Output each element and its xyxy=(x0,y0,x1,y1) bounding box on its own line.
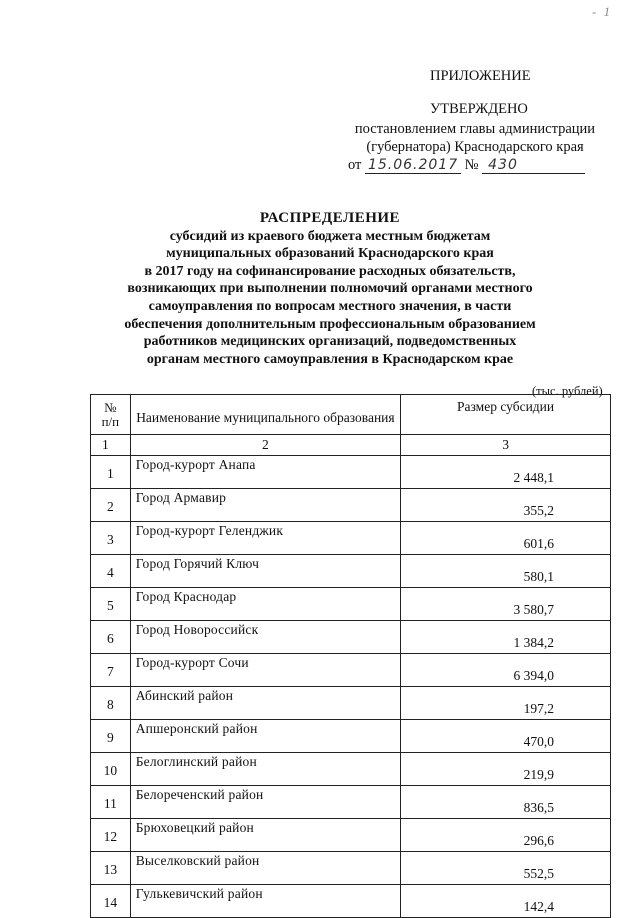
row-number-cell: 5 xyxy=(91,588,131,621)
table-header-row xyxy=(91,395,611,435)
title-line: органам местного самоуправления в Краснодарском крае xyxy=(146,351,514,367)
approved-label: УТВЕРЖДЕНО xyxy=(430,101,528,117)
document-title: РАСПРЕДЕЛЕНИЕ xyxy=(259,210,401,226)
table-row xyxy=(91,819,611,852)
table-row xyxy=(91,885,611,918)
row-number-cell: 4 xyxy=(91,555,131,588)
municipality-name-cell: Город Горячий Ключ xyxy=(130,555,400,588)
subsidy-amount-cell: 836,5 xyxy=(401,786,611,819)
approval-date-line xyxy=(348,157,585,174)
approval-statement xyxy=(345,120,605,156)
subsidy-amount-cell: 219,9 xyxy=(401,753,611,786)
municipality-name-cell: Выселковский район xyxy=(130,852,400,885)
table-row xyxy=(91,654,611,687)
row-number-cell: 8 xyxy=(91,687,131,720)
subsidy-amount-cell: 6 394,0 xyxy=(401,654,611,687)
page-corner-mark: - 1 xyxy=(592,4,613,19)
subsidy-amount-cell: 3 580,7 xyxy=(401,588,611,621)
municipality-name-cell: Город Краснодар xyxy=(130,588,400,621)
table-row xyxy=(91,489,611,522)
header-num-cell xyxy=(91,395,131,435)
header-num-symbol: № xyxy=(104,399,117,415)
document-title-block xyxy=(120,210,540,368)
municipality-name-cell: Город Новороссийск xyxy=(130,621,400,654)
municipality-name-cell: Город-курорт Геленджик xyxy=(130,522,400,555)
subsidy-amount-cell: 355,2 xyxy=(401,489,611,522)
title-line: обеспечения дополнительным профессиональным образованием xyxy=(124,316,536,332)
handwritten-number: 430 xyxy=(482,157,585,174)
row-number-cell: 3 xyxy=(91,522,131,555)
table-row xyxy=(91,522,611,555)
table-index-row xyxy=(91,435,611,456)
row-number-cell: 13 xyxy=(91,852,131,885)
title-line: в 2017 году на софинансирование расходных обязательств, xyxy=(144,263,516,279)
table-row xyxy=(91,588,611,621)
title-line: работников медицинских организаций, подведомственных xyxy=(143,334,517,350)
municipality-name-cell: Апшеронский район xyxy=(130,720,400,753)
number-prefix: № xyxy=(464,157,479,173)
index-cell: 1 xyxy=(91,435,131,456)
municipality-name-cell: Город-курорт Сочи xyxy=(130,654,400,687)
row-number-cell: 7 xyxy=(91,654,131,687)
table-row xyxy=(91,687,611,720)
subsidy-amount-cell: 1 384,2 xyxy=(401,621,611,654)
table-row xyxy=(91,720,611,753)
date-prefix: от xyxy=(348,157,362,173)
row-number-cell: 14 xyxy=(91,885,131,918)
table-row xyxy=(91,852,611,885)
row-number-cell: 11 xyxy=(91,786,131,819)
subsidy-amount-cell: 552,5 xyxy=(401,852,611,885)
title-line: муниципальных образований Краснодарского края xyxy=(166,246,494,262)
subsidy-amount-cell: 197,2 xyxy=(401,687,611,720)
row-number-cell: 6 xyxy=(91,621,131,654)
header-name-cell: Наименование муниципального образования xyxy=(130,395,400,435)
municipality-name-cell: Брюховецкий район xyxy=(130,819,400,852)
subsidy-amount-cell: 470,0 xyxy=(401,720,611,753)
row-number-cell: 9 xyxy=(91,720,131,753)
table-row xyxy=(91,456,611,489)
approval-line-1: постановлением главы администрации xyxy=(354,121,596,137)
table-row xyxy=(91,555,611,588)
municipality-name-cell: Белореченский район xyxy=(130,786,400,819)
table-body xyxy=(91,456,611,918)
table-row xyxy=(91,786,611,819)
appendix-label: ПРИЛОЖЕНИЕ xyxy=(430,68,531,84)
table-row xyxy=(91,621,611,654)
municipality-name-cell: Белоглинский район xyxy=(130,753,400,786)
municipality-name-cell: Абинский район xyxy=(130,687,400,720)
unit-note: (тыс. рублей) xyxy=(532,384,603,398)
subsidy-table xyxy=(90,394,611,918)
title-line: субсидий из краевого бюджета местным бюджетам xyxy=(169,228,491,244)
row-number-cell: 2 xyxy=(91,489,131,522)
municipality-name-cell: Гулькевичский район xyxy=(130,885,400,918)
subsidy-amount-cell: 2 448,1 xyxy=(401,456,611,489)
subsidy-amount-cell: 296,6 xyxy=(401,819,611,852)
table-row xyxy=(91,753,611,786)
subsidy-amount-cell: 580,1 xyxy=(401,555,611,588)
header-num-abbr: п/п xyxy=(101,413,120,429)
title-line: возникающих при выполнении полномочий органами местного xyxy=(127,281,533,297)
approval-line-2: (губернатора) Краснодарского края xyxy=(366,139,584,155)
header-value-cell: Размер субсидии xyxy=(401,395,611,435)
subsidy-amount-cell: 142,4 xyxy=(401,885,611,918)
row-number-cell: 10 xyxy=(91,753,131,786)
municipality-name-cell: Город-курорт Анапа xyxy=(130,456,400,489)
index-cell: 2 xyxy=(130,435,400,456)
municipality-name-cell: Город Армавир xyxy=(130,489,400,522)
row-number-cell: 1 xyxy=(91,456,131,489)
handwritten-date: 15.06.2017 xyxy=(365,157,461,174)
title-line: самоуправления по вопросам местного значения, в части xyxy=(148,298,512,314)
row-number-cell: 12 xyxy=(91,819,131,852)
index-cell: 3 xyxy=(401,435,611,456)
subsidy-amount-cell: 601,6 xyxy=(401,522,611,555)
